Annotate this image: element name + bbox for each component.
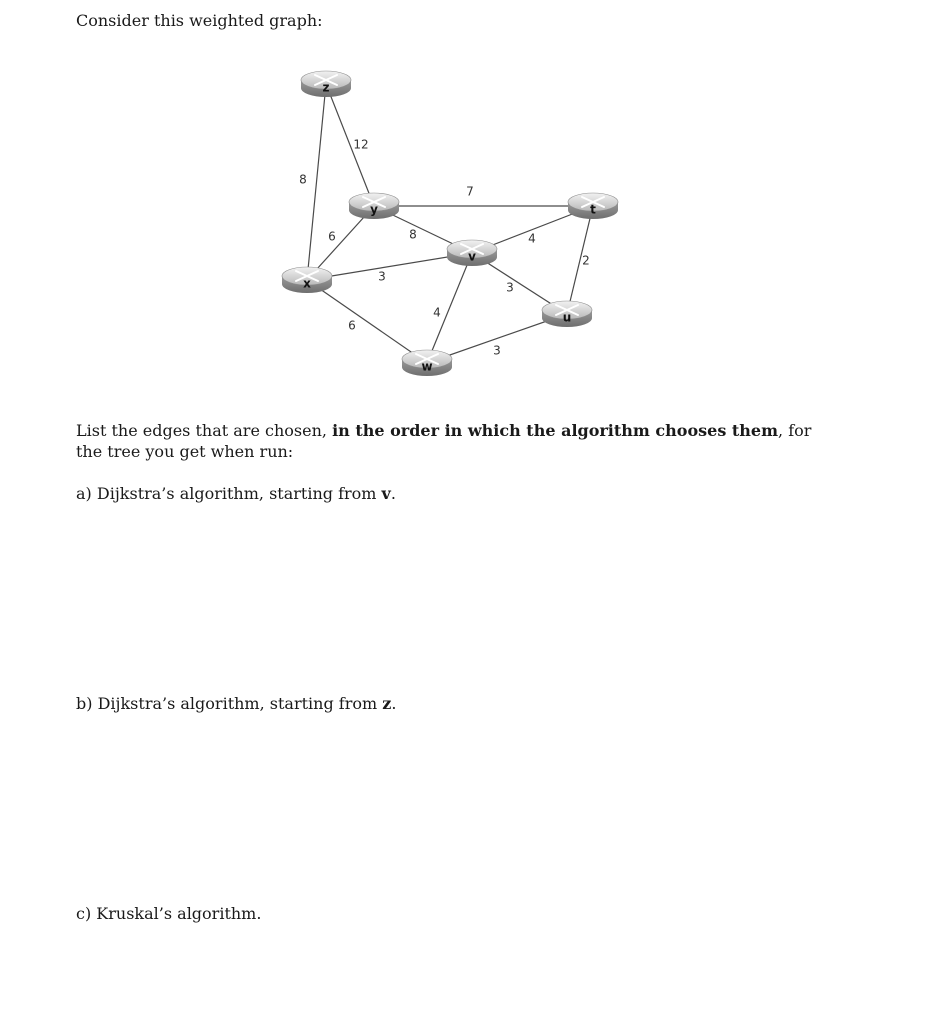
edge-weight-t-v: 4 — [528, 231, 536, 246]
part-b-end: . — [391, 694, 397, 713]
question-emphasis: in the order in which the algorithm chooses them — [332, 421, 779, 440]
part-b-node: z — [382, 694, 392, 713]
edge-weight-z-y: 12 — [353, 137, 369, 152]
edge-weight-t-u: 2 — [582, 253, 590, 268]
edge-weight-z-x: 8 — [299, 172, 307, 187]
node-label-x: x — [303, 276, 311, 291]
part-b-marker: b) — [76, 694, 93, 713]
part-c-marker: c) — [76, 904, 92, 923]
question-prefix: List the edges that are chosen, — [76, 421, 333, 440]
router-node-t — [568, 193, 618, 219]
node-label-z: z — [322, 80, 330, 95]
node-label-y: y — [370, 202, 378, 217]
node-label-v: v — [468, 249, 476, 264]
edge-weight-y-v: 8 — [409, 227, 417, 242]
edge-x-w — [307, 280, 427, 363]
part-a-end: . — [390, 484, 396, 503]
part-c — [76, 903, 261, 924]
node-label-t: t — [590, 202, 596, 217]
question-suffix: , for the tree you get when run: — [76, 421, 812, 461]
edge-z-x — [307, 84, 326, 280]
question-text — [76, 420, 836, 462]
edge-weight-y-x: 6 — [328, 229, 336, 244]
part-a-node: v — [381, 484, 391, 503]
router-node-v — [447, 240, 497, 266]
part-b — [76, 693, 396, 714]
edge-weight-v-u: 3 — [506, 280, 514, 295]
intro-text: Consider this weighted graph: — [76, 11, 323, 30]
edge-weight-x-v: 3 — [378, 269, 386, 284]
part-a-text: Dijkstra’s algorithm, starting from — [96, 484, 382, 503]
edge-weight-y-t: 7 — [466, 184, 474, 199]
part-b-text: Dijkstra’s algorithm, starting from — [97, 694, 383, 713]
edge-weight-x-w: 6 — [348, 318, 356, 333]
router-node-w — [402, 350, 452, 376]
router-node-u — [542, 301, 592, 327]
router-node-x — [282, 267, 332, 293]
router-node-y — [349, 193, 399, 219]
node-label-w: w — [421, 359, 433, 374]
part-a — [76, 483, 396, 504]
edge-weight-w-u: 3 — [493, 343, 501, 358]
edge-weight-v-w: 4 — [433, 305, 441, 320]
part-c-text: Kruskal’s algorithm. — [96, 904, 262, 923]
router-node-z — [301, 71, 351, 97]
part-a-marker: a) — [76, 484, 92, 503]
node-label-u: u — [562, 310, 572, 325]
weighted-graph — [0, 0, 927, 400]
